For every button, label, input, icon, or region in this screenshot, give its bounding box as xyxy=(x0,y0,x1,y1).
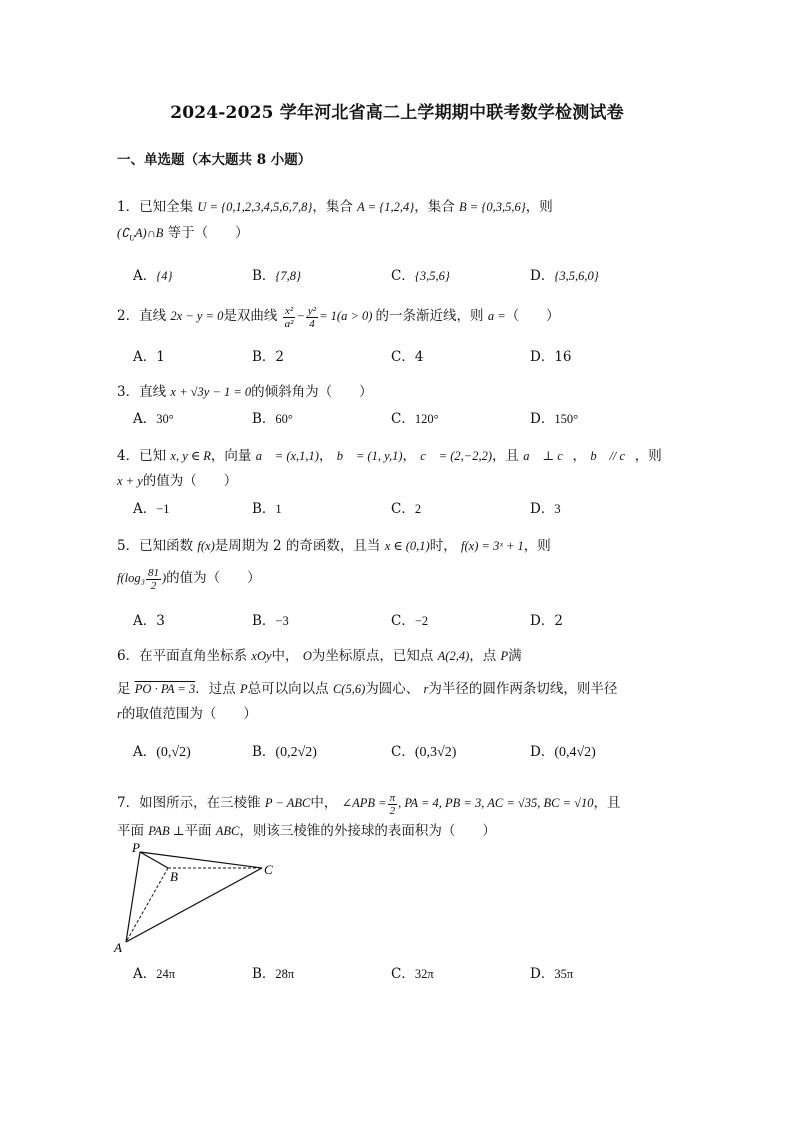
q6-option-c[interactable]: C．(0,3√2) xyxy=(391,744,457,760)
q4-vector-b: b⃗ = (1, y,1) xyxy=(336,449,403,463)
q1-universal-set: U = {0,1,2,3,4,5,6,7,8} xyxy=(197,200,313,214)
q2-option-c[interactable]: C．4 xyxy=(391,349,424,365)
q6-line-3: r的取值范围为（ ） xyxy=(117,706,257,722)
q6-line-2: 足 PO · PA = 3．过点 P总可以向以点 C(5,6)为圆心、 r为半径的圆作两条切线，则半径 xyxy=(117,681,618,697)
q4-vector-c: c⃗ = (2,−2,2) xyxy=(420,449,492,463)
q4-option-d[interactable]: D．3 xyxy=(530,501,561,517)
q5-option-d[interactable]: D．2 xyxy=(530,613,563,629)
section-heading: 一、单选题（本大题共 8 小题） xyxy=(117,152,312,168)
q7-option-a[interactable]: A．24π xyxy=(133,966,176,982)
q1-option-c[interactable]: C．{3,5,6} xyxy=(391,268,450,284)
q7-line-1: 7．如图所示，在三棱锥 P − ABC中， ∠APB = $\frac{\pi}{2}$ , PA = 4, PB = 3, AC = √35, BC = √10，且 xyxy=(117,791,621,817)
q5-line-1: 5．已知函数 f(x)是周期为 2 的奇函数，且当 x ∈ (0,1)时， f(x) = 3ˣ + 1，则 xyxy=(117,538,551,554)
q3-option-d[interactable]: D．150° xyxy=(530,411,579,427)
q3-line-1: 3．直线 x + √3y − 1 = 0的倾斜角为（ ） xyxy=(117,384,373,400)
q7-option-b[interactable]: B．28π xyxy=(252,966,295,982)
q7-option-c[interactable]: C．32π xyxy=(391,966,434,982)
q4-vector-a: a⃗ = (x,1,1) xyxy=(255,449,319,463)
q6-option-b[interactable]: B．(0,2√2) xyxy=(252,744,317,760)
q3-option-a[interactable]: A．30° xyxy=(133,411,174,427)
q6-option-d[interactable]: D．(0,4√2) xyxy=(530,744,596,760)
q1-option-b[interactable]: B．{7,8} xyxy=(252,268,302,284)
q3-line-equation: x + √3y − 1 = 0 xyxy=(170,385,252,399)
q2-line-1: 2．直线 2x − y = 0是双曲线 $\frac{\text{x²}}{\text{a²}}$ − $\frac{\text{y²}}{4}$ = 1(a > 0) 的一条渐近线，则 a =（ ） xyxy=(117,304,560,330)
q7-line-2: 平面 PAB ⊥平面 ABC，则该三棱锥的外接球的表面积为（ ） xyxy=(117,823,496,839)
q7-option-d[interactable]: D．35π xyxy=(530,966,574,982)
q4-line-1: 4．已知 x, y ∈ R，向量 a⃗ = (x,1,1)， b⃗ = (1, y,1)， c⃗ = (2,−2,2)，且 a⃗ ⊥ c⃗， b⃗ // c⃗，则 xyxy=(117,448,662,464)
q1-option-d[interactable]: D．{3,5,6,0} xyxy=(530,268,599,284)
edge-ac xyxy=(126,868,262,942)
q2-option-a[interactable]: A．1 xyxy=(133,349,165,365)
q5-option-c[interactable]: C．−2 xyxy=(391,613,429,629)
label-a: A xyxy=(114,940,122,955)
q1-line-1: 1．已知全集 U = {0,1,2,3,4,5,6,7,8}，集合 A = {1,2,4}，集合 B = {0,3,5,6}，则 xyxy=(117,199,553,215)
exam-title: 2024-2025 学年河北省高二上学期期中联考数学检测试卷 xyxy=(170,103,624,123)
q2-option-d[interactable]: D．16 xyxy=(530,349,572,365)
q1-expression: $(∁_UA)\cap B$ xyxy=(117,226,164,243)
edge-pc xyxy=(140,852,262,868)
q1-option-a[interactable]: A．{4} xyxy=(133,268,173,284)
q3-option-b[interactable]: B．60° xyxy=(252,411,293,427)
q1-set-a: A = {1,2,4} xyxy=(357,200,415,214)
q4-option-c[interactable]: C．2 xyxy=(391,501,422,517)
q4-line-2: x + y的值为（ ） xyxy=(117,473,238,489)
label-p: P xyxy=(132,840,140,855)
q5-option-a[interactable]: A．3 xyxy=(133,613,165,629)
q1-set-b: B = {0,3,5,6} xyxy=(459,200,526,214)
q5-option-b[interactable]: B．−3 xyxy=(252,613,289,629)
q6-line-1: 6．在平面直角坐标系 xOy中， O为坐标原点，已知点 A(2,4)，点 P满 xyxy=(117,648,522,664)
q6-option-a[interactable]: A．(0,√2) xyxy=(133,744,191,760)
q4-option-b[interactable]: B．1 xyxy=(252,501,282,517)
q7-conditions: ∠APB = $\frac{\pi}{2}$ , PA = 4, PB = 3, AC = √35, BC = √10 xyxy=(341,791,594,817)
q5-line-2: f(log₃ $\frac{81}{2}$ )的值为（ ） xyxy=(117,566,261,592)
q2-option-b[interactable]: B．2 xyxy=(252,349,285,365)
q1-line-2: $(∁_UA)\cap B$ 等于（ ） xyxy=(117,225,249,243)
edge-pa xyxy=(126,852,140,942)
q3-option-c[interactable]: C．120° xyxy=(391,411,439,427)
q2-hyperbola: $\frac{\text{x²}}{\text{a²}}$ − $\frac{\text{y²}}{4}$ = 1(a > 0) xyxy=(284,304,373,330)
q2-line-equation: 2x − y = 0 xyxy=(170,309,224,323)
q5-expression: f(log₃ $\frac{81}{2}$ ) xyxy=(117,566,167,592)
label-b: B xyxy=(170,869,178,884)
q4-option-a[interactable]: A．−1 xyxy=(133,501,170,517)
label-c: C xyxy=(264,862,273,877)
q7-pyramid-figure xyxy=(110,838,300,958)
